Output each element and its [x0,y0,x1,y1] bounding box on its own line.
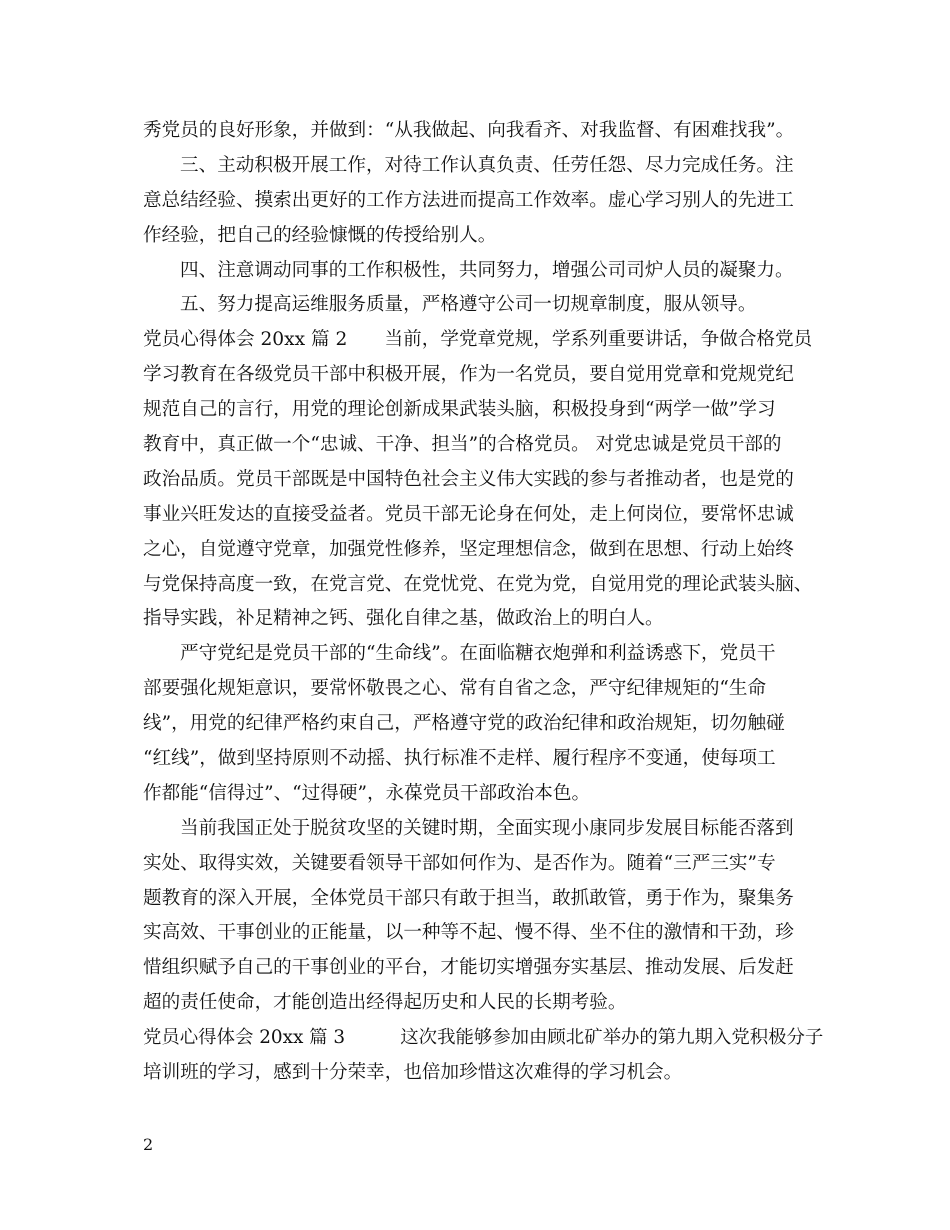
text-line: 三、主动积极开展工作，对待工作认真负责、任劳任怨、尽力完成任务。注 [180,154,794,176]
text-line: 与党保持高度一致，在党言党、在党忧党、在党为党，自觉用党的理论武装头脑、 [143,573,813,595]
text-line: 线”，用党的纪律严格约束自己，严格遵守党的政治纪律和政治规矩，切勿触碰 [143,713,785,735]
text-line: 秀党员的良好形象，并做到：“从我做起、向我看齐、对我监督、有困难找我”。 [143,120,795,141]
page-number: 2 [143,1135,154,1154]
text-line: 学习教育在各级党员干部中积极开展，作为一名党员，要自觉用党章和党规党纪 [143,364,794,386]
text-line: 之心，自觉遵守党章，加强党性修养，坚定理想信念，做到在思想、行动上始终 [143,538,794,560]
text-line: 四、注意调动同事的工作积极性，共同努力，增强公司司炉人员的凝聚力。 [180,259,794,281]
text-line: 当前我国正处于脱贫攻坚的关键时期，全面实现小康同步发展目标能否落到 [180,817,794,839]
text-line: 规范自己的言行，用党的理论创新成果武装头脑，积极投身到“两学一做”学习 [143,399,776,421]
text-line: 政治品质。党员干部既是中国特色社会主义伟大实践的参与者推动者，也是党的 [143,468,794,490]
text-line: 作经验，把自己的经验慷慨的传授给别人。 [143,224,497,246]
text-line: 事业兴旺发达的直接受益者。党员干部无论身在何处，走上何岗位，要常怀忠诚 [143,503,794,525]
text-line: 惜组织赋予自己的干事创业的平台，才能切实增强夯实基层、推动发展、后发赶 [143,957,794,979]
text-line: 指导实践，补足精神之钙、强化自律之基，做政治上的明白人。 [143,608,664,630]
text-line: 党员心得体会 20xx 篇 2 当前，学党章党规，学系列重要讲话，争做合格党员 [143,329,813,351]
text-line: “红线”，做到坚持原则不动摇、执行标准不走样、履行程序不变通，使每项工 [143,748,776,770]
document-body [143,114,825,1091]
text-line: 部要强化规矩意识，要常怀敬畏之心、常有自省之念，严守纪律规矩的“生命 [143,678,767,700]
text-line: 题教育的深入开展，全体党员干部只有敢于担当，敢抓敢管，勇于作为，聚集务 [143,887,794,909]
text-line: 作都能“信得过”、“过得硬”，永葆党员干部政治本色。 [143,782,591,804]
text-line: 五、努力提高运维服务质量，严格遵守公司一切规章制度，服从领导。 [180,294,757,316]
text-line: 实处、取得实效，关键要看领导干部如何作为、是否作为。随着“三严三实”专 [143,852,776,874]
text-line: 党员心得体会 20xx 篇 3 这次我能够参加由顾北矿举办的第九期入党积极分子 [143,1027,824,1049]
text-line: 培训班的学习，感到十分荣幸，也倍加珍惜这次难得的学习机会。 [143,1062,683,1084]
text-line: 严守党纪是党员干部的“生命线”。在面临糖衣炮弹和利益诱惑下，党员干 [180,643,776,665]
text-line: 实高效、干事创业的正能量，以一种等不起、慢不得、坐不住的激情和干劲，珍 [143,922,794,944]
text-line: 意总结经验、摸索出更好的工作方法进而提高工作效率。虚心学习别人的先进工 [143,189,794,211]
text-line: 超的责任使命，才能创造出经得起历史和人民的长期考验。 [143,992,627,1014]
text-line: 教育中，真正做一个“忠诚、干净、担当”的合格党员。 对党忠诚是党员干部的 [143,434,782,456]
